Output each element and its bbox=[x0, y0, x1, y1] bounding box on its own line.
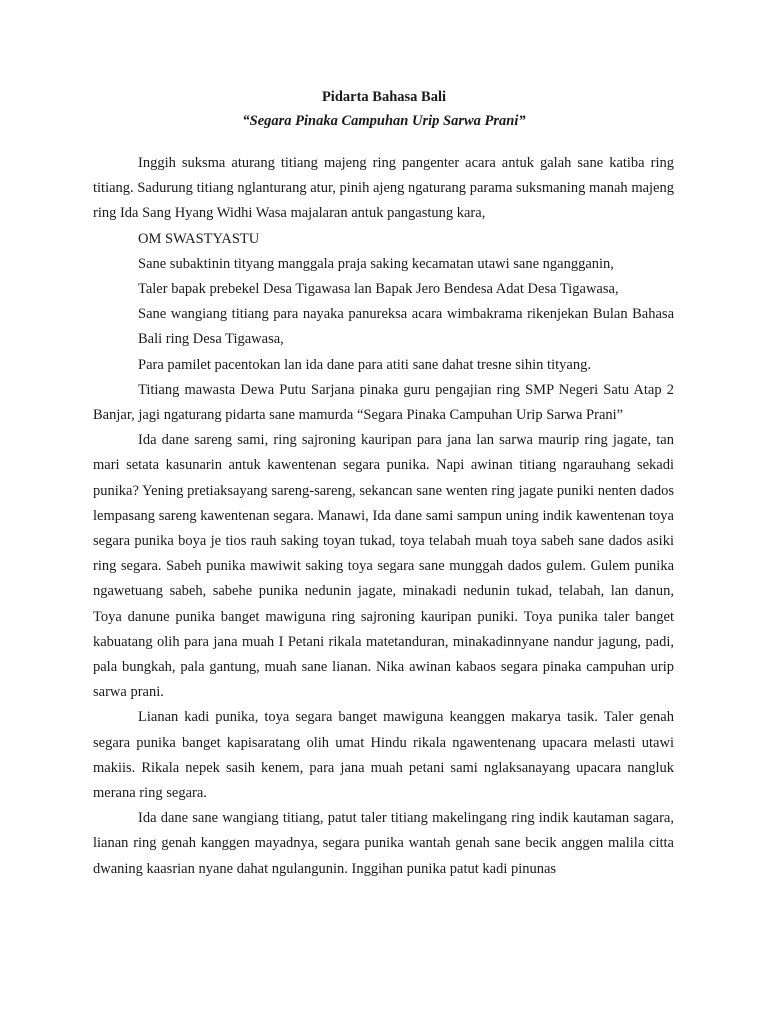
salutation-line: Sane subaktinin tityang manggala praja saking kecamatan utawi sane ngangganin, bbox=[138, 255, 614, 272]
introduction-paragraph: Titiang mawasta Dewa Putu Sarjana pinaka guru pengajian ring SMP Negeri Satu Atap 2 Banjar, jagi ngaturang pidarta sane mamurda “Segara Pinaka Campuhan Urip Sarwa Prani” bbox=[93, 381, 674, 424]
salutation-line: Sane wangiang titiang para nayaka panureksa acara wimbakrama rikenjekan Bulan Bahasa Bali ring Desa Tigawasa, bbox=[138, 306, 674, 348]
body-paragraph: Lianan kadi punika, toya segara banget mawiguna keanggen makarya tasik. Taler genah segara punika banget kapisaratang olih umat Hindu rikala ngawentenang upacara melasti utawi makiis. Rikala nepek sasih kenem, para jana muah petani sami nglaksanayang upacara nangluk merana ring segara. bbox=[93, 709, 674, 802]
document-title: Pidarta Bahasa Bali bbox=[321, 89, 447, 105]
speech-subtitle: “Segara Pinaka Campuhan Urip Sarwa Prani” bbox=[242, 113, 526, 129]
salutation-line: Taler bapak prebekel Desa Tigawasa lan Bapak Jero Bendesa Adat Desa Tigawasa, bbox=[138, 281, 619, 298]
document-body bbox=[93, 151, 674, 882]
greeting-line: OM SWASTYASTU bbox=[138, 230, 260, 247]
body-paragraph: Ida dane sareng sami, ring sajroning kauripan para jana lan sarwa maurip ring jagate, tan mari setata kasunarin antuk kawentenan segara punika. Napi awinan titiang ngarauhang sekadi punika? Yening pretiaksayang sareng-sareng, sekancan sane wenten ring jagate puniki nenten dados lempasang sareng kawentenan segara. Manawi, Ida dane sami sampun uning indik kawentenan toya segara punika boya je tios rauh saking toyan tukad, toya telabah muah toya sabeh sane dados asiki ring segara. Sabeh punika mawiwit saking toya segara sane munggah dados gulem. Gulem punika ngawetuang sabeh, sabehe punika nedunin jagate, minakadi nedunin tukad, telabah, lan danun, Toya danune punika banget mawiguna ring sajroning kauripan puniki. Toya punika taler banget kabuatang olih para jana muah I Petani rikala matetanduran, minakadinnyane nandur jagung, padi, pala bungkah, pala gantung, muah sane lianan. Nika awinan kabaos segara pinaka campuhan urip sarwa prani. bbox=[93, 432, 674, 701]
opening-paragraph: Inggih suksma aturang titiang majeng ring pangenter acara antuk galah sane katiba ring titiang. Sadurung titiang nglanturang atur, pinih ajeng ngaturang parama suksmaning manah majeng ring Ida Sang Hyang Widhi Wasa majalaran antuk pangastung kara, bbox=[93, 155, 674, 222]
body-paragraph: Ida dane sane wangiang titiang, patut taler titiang makelingang ring indik kautaman sagara, lianan ring genah kanggen mayadnya, segara punika wantah genah sane becik anggen malila citta dwaning kaasrian nyane dahat ngulangunin. Inggihan punika patut kadi pinunas bbox=[93, 810, 674, 877]
salutation-line: Para pamilet pacentokan lan ida dane para atiti sane dahat tresne sihin tityang. bbox=[138, 356, 591, 373]
